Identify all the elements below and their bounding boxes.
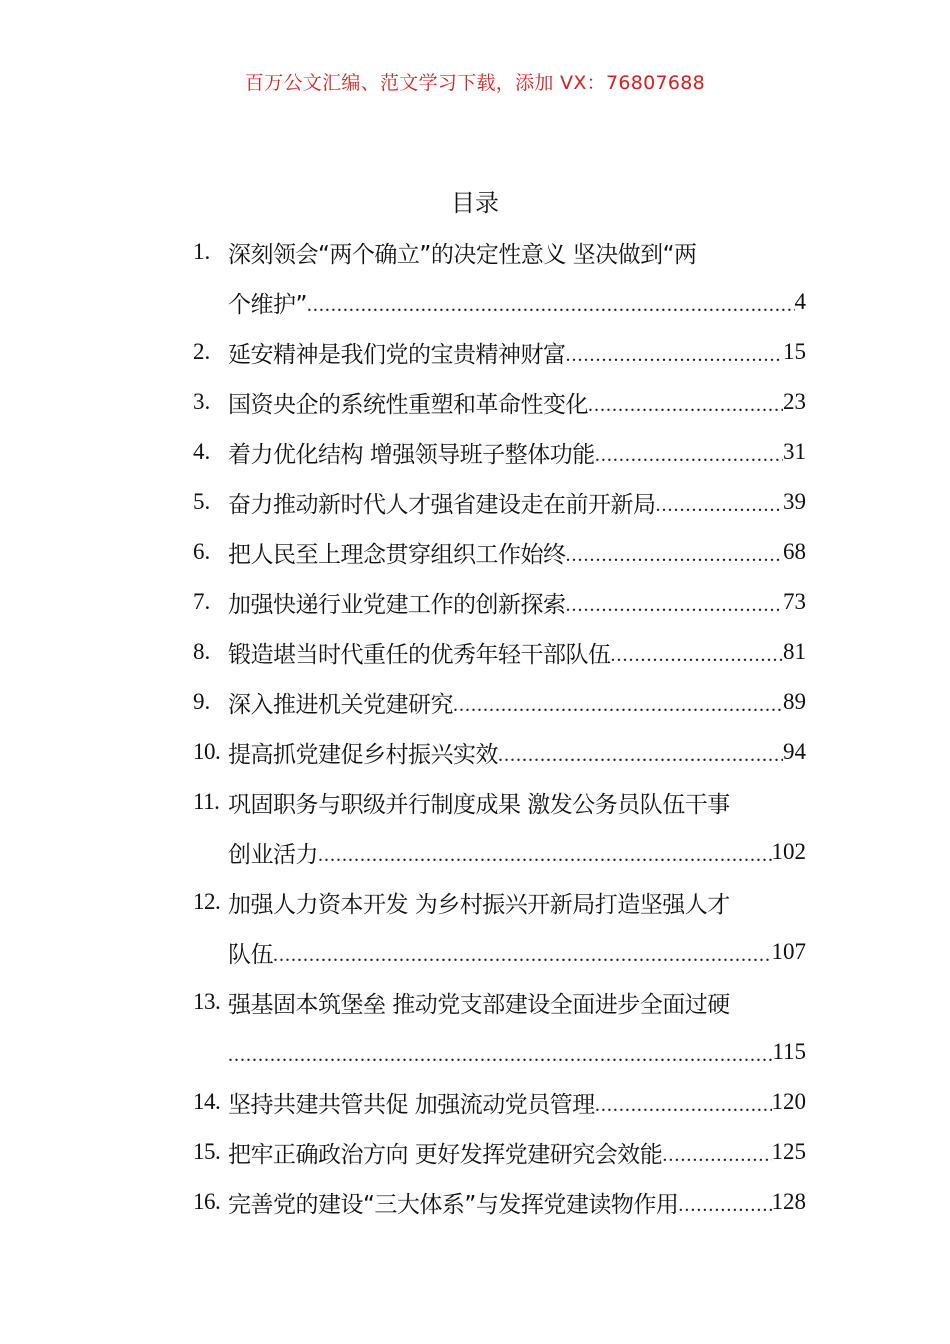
dot-leader <box>318 844 772 867</box>
toc-entry-title: 坚持共建共管共促 加强流动党员管理 <box>228 1091 595 1118</box>
toc-entry-number: 2. <box>193 339 211 364</box>
toc-entry-number: 11. <box>193 789 220 814</box>
toc-entry[interactable] <box>193 1127 806 1177</box>
toc-entry-number: 14. <box>193 1089 221 1114</box>
toc-entry-title: 深入推进机关党建研究 <box>228 691 453 718</box>
toc-page-number: 89 <box>783 689 806 714</box>
toc-page-number: 68 <box>783 539 806 564</box>
toc-entry-title: 深刻领会“两个确立”的决定性意义 坚决做到“两 <box>228 241 697 268</box>
dot-leader <box>595 444 783 467</box>
toc-entry-number: 12. <box>193 889 221 914</box>
toc-entry-number: 8. <box>193 639 211 664</box>
watermark-header: 百万公文汇编、范文学习下载，添加 VX：76807688 <box>244 72 706 94</box>
toc-page-number: 39 <box>783 489 806 514</box>
toc-entry[interactable] <box>193 577 806 627</box>
dot-leader <box>307 294 795 317</box>
toc-entry[interactable] <box>193 1077 806 1127</box>
toc-entry-number: 5. <box>193 489 211 514</box>
toc-page-number: 73 <box>783 589 806 614</box>
toc-entry-number: 3. <box>193 389 211 414</box>
dot-leader <box>611 644 784 667</box>
toc-entry-title: 把牢正确政治方向 更好发挥党建研究会效能 <box>228 1141 663 1168</box>
dot-leader <box>662 1144 771 1167</box>
toc-page-number: 115 <box>772 1039 806 1064</box>
table-of-contents <box>193 227 806 1227</box>
toc-entry-title: 创业活力 <box>228 841 318 868</box>
toc-entry[interactable] <box>193 1177 806 1227</box>
toc-entry-title: 个维护” <box>228 291 307 318</box>
dot-leader <box>678 1194 771 1217</box>
toc-entry-title: 队伍 <box>228 941 273 968</box>
toc-entry-number: 15. <box>193 1139 221 1164</box>
toc-entry-number: 7. <box>193 589 211 614</box>
toc-entry[interactable] <box>193 227 806 327</box>
toc-entry[interactable] <box>193 527 806 577</box>
toc-page-number: 4 <box>794 289 806 314</box>
dot-leader <box>588 394 783 417</box>
toc-entry-number: 4. <box>193 439 211 464</box>
toc-page-number: 15 <box>783 339 806 364</box>
toc-entry[interactable] <box>193 327 806 377</box>
toc-entry-title: 强基固本筑堡垒 推动党支部建设全面进步全面过硬 <box>228 991 730 1018</box>
toc-entry-title: 加强人力资本开发 为乡村振兴开新局打造坚强人才 <box>228 891 730 918</box>
toc-page-number: 102 <box>771 839 806 864</box>
toc-entry-number: 13. <box>193 989 221 1014</box>
toc-page-number: 125 <box>771 1139 806 1164</box>
dot-leader <box>656 494 784 517</box>
toc-entry-title: 提高抓党建促乡村振兴实效 <box>228 741 498 768</box>
toc-page-number: 81 <box>783 639 806 664</box>
toc-entry-number: 9. <box>193 689 211 714</box>
toc-entry[interactable] <box>193 977 806 1077</box>
toc-entry[interactable] <box>193 477 806 527</box>
toc-entry-title: 巩固职务与职级并行制度成果 激发公务员队伍干事 <box>228 791 730 818</box>
dot-leader <box>228 1044 772 1067</box>
toc-entry-title: 锻造堪当时代重任的优秀年轻干部队伍 <box>228 641 611 668</box>
toc-page-number: 94 <box>783 739 806 764</box>
toc-entry[interactable] <box>193 627 806 677</box>
toc-page-number: 128 <box>771 1189 806 1214</box>
dot-leader <box>595 1094 772 1117</box>
toc-entry-title: 加强快递行业党建工作的创新探索 <box>228 591 566 618</box>
toc-entry-title: 国资央企的系统性重塑和革命性变化 <box>228 391 588 418</box>
toc-title: 目录 <box>451 189 499 217</box>
toc-entry-title: 把人民至上理念贯穿组织工作始终 <box>228 541 566 568</box>
dot-leader <box>566 344 784 367</box>
toc-entry[interactable] <box>193 877 806 977</box>
toc-page-number: 107 <box>771 939 806 964</box>
dot-leader <box>566 544 784 567</box>
toc-page-number: 120 <box>771 1089 806 1114</box>
dot-leader <box>566 594 784 617</box>
toc-entry[interactable] <box>193 427 806 477</box>
toc-entry[interactable] <box>193 777 806 877</box>
toc-entry-number: 10. <box>193 739 221 764</box>
toc-entry-number: 6. <box>193 539 211 564</box>
toc-entry-number: 1. <box>193 239 211 264</box>
toc-entry-number: 16. <box>193 1189 221 1214</box>
toc-entry[interactable] <box>193 377 806 427</box>
toc-page-number: 23 <box>783 389 806 414</box>
toc-entry-title: 奋力推动新时代人才强省建设走在前开新局 <box>228 491 656 518</box>
toc-entry-title: 完善党的建设“三大体系”与发挥党建读物作用 <box>228 1191 679 1218</box>
dot-leader <box>273 944 772 967</box>
dot-leader <box>453 694 783 717</box>
dot-leader <box>498 744 783 767</box>
toc-entry[interactable] <box>193 727 806 777</box>
toc-page-number: 31 <box>783 439 806 464</box>
toc-entry-title: 延安精神是我们党的宝贵精神财富 <box>228 341 566 368</box>
toc-entry[interactable] <box>193 677 806 727</box>
toc-entry-title: 着力优化结构 增强领导班子整体功能 <box>228 441 595 468</box>
